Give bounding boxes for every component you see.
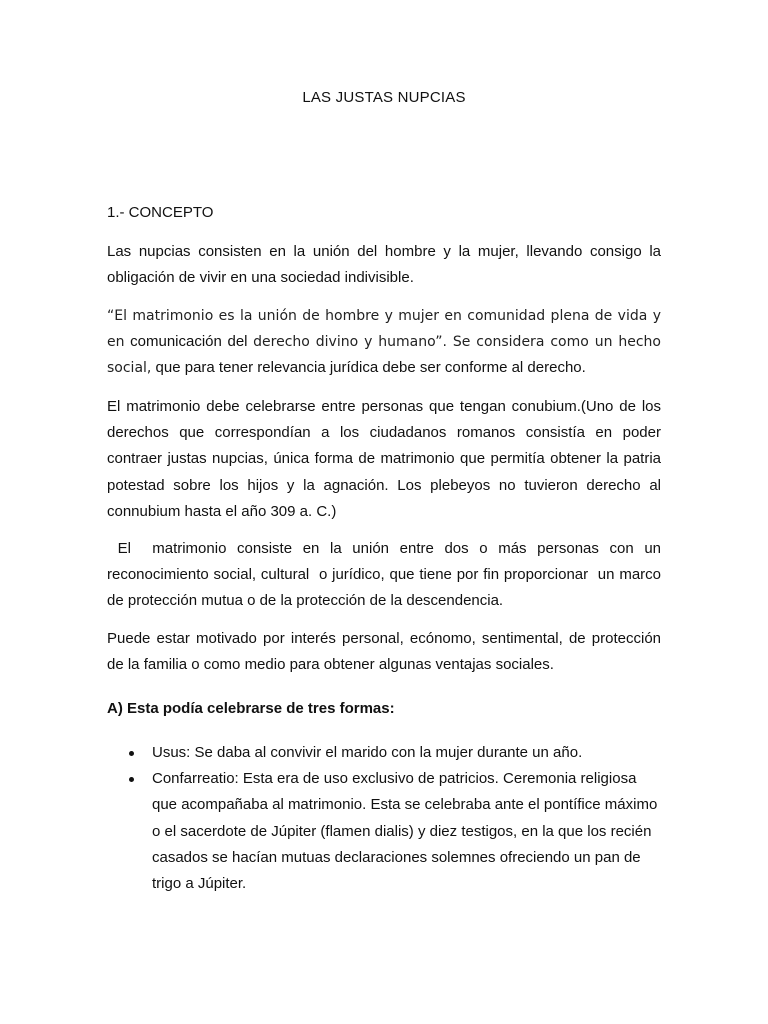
list-item-text: Usus: Se daba al convivir el marido con la mujer durante un año. bbox=[152, 744, 583, 761]
document-title: LAS JUSTAS NUPCIAS bbox=[302, 89, 466, 106]
bullet-list bbox=[107, 740, 661, 897]
list-item bbox=[107, 766, 661, 897]
section-heading: 1.- CONCEPTO bbox=[107, 204, 214, 221]
subheading-formas: A) Esta podía celebrarse de tres formas: bbox=[107, 700, 395, 717]
bullet-icon bbox=[129, 751, 134, 756]
paragraph-nupcias: Las nupcias consisten en la unión del hombre y la mujer, llevando consigo la obligación de vivir en una sociedad indivisible. bbox=[107, 243, 661, 287]
paragraph-quote bbox=[107, 303, 661, 382]
bullet-icon bbox=[129, 777, 134, 782]
quote-mid-text: comunicación del bbox=[124, 333, 254, 351]
quote-text-mid: derecho divino y humano”. Se considera como un hecho social, bbox=[107, 334, 661, 377]
quote-end-text: que para tener relevancia jurídica debe ser conforme al derecho. bbox=[151, 359, 586, 377]
paragraph-matrimonio: El matrimonio consiste en la unión entre dos o más personas con un reconocimiento social, cultural o jurídico, que tiene por fin proporcionar un marco de protección mutua o de la protección de la descendencia. bbox=[107, 540, 666, 610]
paragraph-conubium: El matrimonio debe celebrarse entre personas que tengan conubium.(Uno de los derechos que correspondían a los ciudadanos romanos consistía en poder contraer justas nupcias, única forma de matrimonio que permitía obtener la patria potestad sobre los hijos y la agnación. Los plebeyos no tuvieron derecho al connubium hasta el año 309 a. C.) bbox=[107, 398, 661, 520]
list-item bbox=[107, 740, 661, 766]
quote-text-start: “El matrimonio es la unión de hombre y mujer en comunidad plena de vida y en bbox=[107, 308, 661, 351]
list-item-text: Confarreatio: Esta era de uso exclusivo de patricios. Ceremonia religiosa que acompañaba al matrimonio. Esta se celebraba ante el pontífice máximo o el sacerdote de Júpiter (flamen dialis) y diez testigos, en la que los recién casados se hacían mutuas declaraciones solemnes ofreciendo un pan de trigo a Júpiter. bbox=[152, 770, 658, 893]
paragraph-motivacion: Puede estar motivado por interés personal, ecónomo, sentimental, de protección de la familia o como medio para obtener algunas ventajas sociales. bbox=[107, 630, 661, 674]
